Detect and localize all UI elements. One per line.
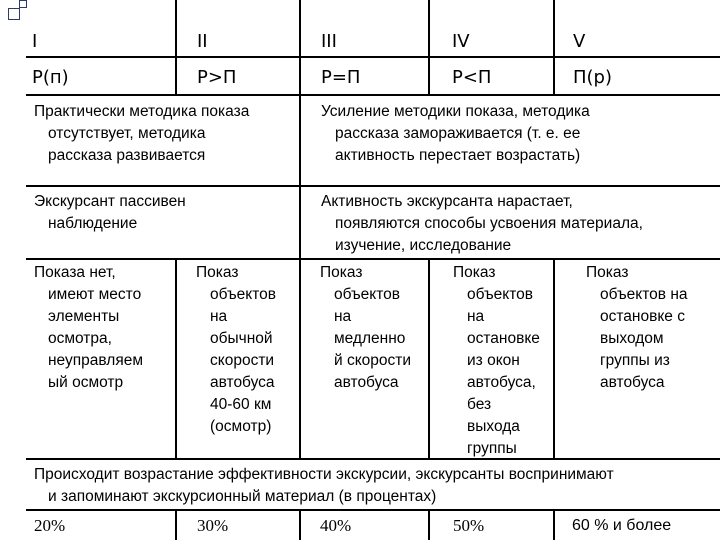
grid-line bbox=[175, 258, 177, 458]
grid-line bbox=[26, 185, 720, 187]
percentage-cell: 50% bbox=[453, 516, 485, 535]
display-cell: Показ объектов на медленно й скорости автобуса bbox=[320, 264, 412, 391]
grid-line bbox=[175, 0, 177, 94]
activity-right: Активность экскурсанта нарастает, появляются способы усвоения материала, изучение, исследование bbox=[321, 193, 643, 254]
ratio-cell: Р(п) bbox=[32, 67, 69, 88]
ratio-cell: П(р) bbox=[573, 67, 613, 88]
grid-line bbox=[26, 94, 720, 96]
grid-line bbox=[26, 258, 720, 260]
display-cell: Показ объектов на остановке с выходом группы из автобуса bbox=[586, 264, 688, 391]
slide-bullet-small-icon bbox=[19, 0, 27, 8]
percentage-cell: 30% bbox=[197, 516, 229, 535]
display-cell: Показа нет, имеют место элементы осмотра, неуправляем ый осмотр bbox=[34, 264, 143, 391]
effectiveness-text: Происходит возрастание эффективности экскурсии, экскурсанты воспринимают и запоминают экскурсионный материал (в процентах) bbox=[34, 466, 614, 505]
ratio-cell: Р=П bbox=[321, 67, 361, 88]
ratio-cell: Р<П bbox=[452, 67, 492, 88]
ratio-cell: Р>П bbox=[197, 67, 237, 88]
percentage-cell: 20% bbox=[34, 516, 66, 535]
grid-line bbox=[428, 509, 430, 540]
percentage-cell: 60 % и более bbox=[572, 517, 672, 534]
grid-line bbox=[553, 509, 555, 540]
grid-line bbox=[553, 0, 555, 94]
stage-header: III bbox=[321, 31, 337, 52]
grid-line bbox=[26, 56, 720, 58]
grid-line bbox=[299, 0, 301, 258]
grid-line bbox=[26, 509, 720, 511]
grid-line bbox=[26, 458, 720, 460]
grid-line bbox=[299, 509, 301, 540]
methodology-left: Практически методика показа отсутствует, методика рассказа развивается bbox=[34, 103, 250, 164]
stage-header: II bbox=[197, 31, 208, 52]
display-cell: Показ объектов на остановке из окон автобуса, без выхода группы bbox=[453, 264, 540, 457]
grid-line bbox=[428, 0, 430, 94]
stage-header: V bbox=[573, 31, 586, 52]
display-cell: Показ объектов на обычной скорости автобуса 40-60 км (осмотр) bbox=[196, 264, 277, 435]
percentage-cell: 40% bbox=[320, 516, 352, 535]
methodology-right: Усиление методики показа, методика рассказа замораживается (т. е. ее активность перестает возрастать) bbox=[321, 103, 590, 164]
stage-header: IV bbox=[452, 31, 470, 52]
stage-header: I bbox=[32, 31, 38, 52]
grid-line bbox=[175, 509, 177, 540]
activity-left: Экскурсант пассивен наблюдение bbox=[34, 193, 186, 232]
slide-bullet-large-icon bbox=[8, 8, 20, 20]
